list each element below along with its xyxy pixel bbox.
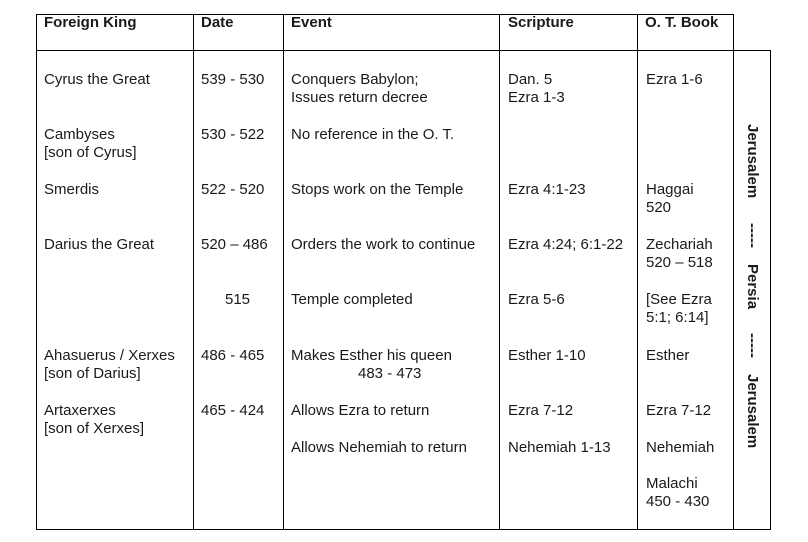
cell-king: Artaxerxes [son of Xerxes] [44, 402, 145, 437]
cell-event: Allows Ezra to return [291, 402, 430, 419]
cell-scripture: Esther 1-10 [508, 347, 586, 364]
table-top-border [36, 14, 734, 15]
side-label-separator: ----- [744, 333, 761, 358]
cell-event-dates: 483 - 473 [358, 365, 422, 382]
column-divider-scripture [499, 14, 500, 530]
cell-king: Cambyses [son of Cyrus] [44, 126, 137, 161]
cell-event: Conquers Babylon; Issues return decree [291, 71, 428, 106]
header-bottom-border [36, 50, 771, 51]
table-right-border [770, 50, 771, 530]
cell-date: 539 - 530 [201, 71, 265, 88]
cell-event: Allows Nehemiah to return [291, 439, 467, 456]
cell-book: Ezra 7-12 [646, 402, 712, 419]
cell-date: 486 - 465 [201, 347, 265, 364]
header-foreign-king: Foreign King [44, 14, 137, 31]
cell-book: Nehemiah [646, 439, 715, 456]
cell-book: [See Ezra 5:1; 6:14] [646, 291, 712, 326]
header-event: Event [291, 14, 332, 31]
side-label-separator: ----- [744, 223, 761, 248]
cell-scripture: Ezra 4:24; 6:1-22 [508, 236, 624, 253]
cell-scripture: Nehemiah 1-13 [508, 439, 611, 456]
cell-event: Makes Esther his queen [291, 347, 452, 364]
cell-book: Malachi 450 - 430 [646, 475, 710, 510]
side-label-jerusalem-top: Jerusalem [744, 124, 761, 199]
cell-event: No reference in the O. T. [291, 126, 455, 143]
cell-scripture: Ezra 5-6 [508, 291, 565, 308]
cell-date: 515 [225, 291, 251, 308]
cell-scripture: Ezra 7-12 [508, 402, 574, 419]
cell-date: 520 – 486 [201, 236, 268, 253]
column-divider-event [283, 14, 284, 530]
cell-book: Zechariah 520 – 518 [646, 236, 713, 271]
column-divider-book [637, 14, 638, 530]
cell-book: Ezra 1-6 [646, 71, 703, 88]
table-left-border [36, 14, 37, 530]
cell-scripture: Ezra 4:1-23 [508, 181, 586, 198]
column-divider-side [733, 14, 734, 530]
side-label-jerusalem-bottom: Jerusalem [744, 374, 761, 449]
cell-king: Smerdis [44, 181, 100, 198]
side-label-persia: Persia [744, 264, 761, 310]
table-bottom-border [36, 529, 771, 530]
header-ot-book: O. T. Book [645, 14, 719, 31]
cell-date: 530 - 522 [201, 126, 265, 143]
cell-scripture: Dan. 5 Ezra 1-3 [508, 71, 565, 106]
cell-book: Esther [646, 347, 690, 364]
header-scripture: Scripture [508, 14, 574, 31]
cell-date: 465 - 424 [201, 402, 265, 419]
cell-event: Temple completed [291, 291, 413, 308]
cell-date: 522 - 520 [201, 181, 265, 198]
cell-event: Stops work on the Temple [291, 181, 464, 198]
cell-king: Cyrus the Great [44, 71, 150, 88]
cell-king: Darius the Great [44, 236, 155, 253]
cell-king: Ahasuerus / Xerxes [son of Darius] [44, 347, 175, 382]
column-divider-date [193, 14, 194, 530]
cell-event: Orders the work to continue [291, 236, 476, 253]
cell-book: Haggai 520 [646, 181, 694, 216]
header-date: Date [201, 14, 234, 31]
